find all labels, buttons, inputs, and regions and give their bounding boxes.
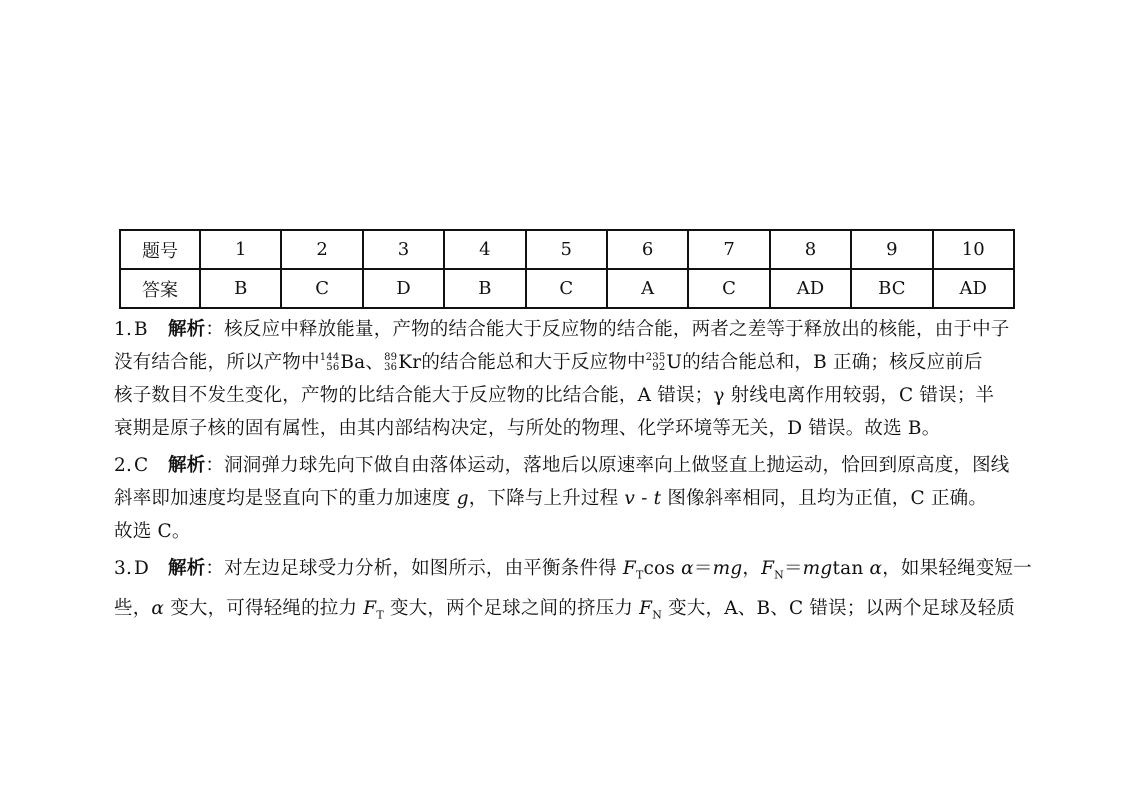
table-cell: 9 xyxy=(851,230,932,269)
text: 的结合能总和大于反应物中 xyxy=(421,352,646,373)
table-cell: BC xyxy=(851,269,932,308)
math-symbol: F xyxy=(363,597,377,619)
mass-number: 235 xyxy=(645,352,666,363)
table-cell: C xyxy=(281,269,362,308)
table-cell: AD xyxy=(933,269,1014,308)
isotope-ba xyxy=(320,353,340,373)
answer-table xyxy=(119,229,1015,309)
table-cell: 7 xyxy=(688,230,769,269)
text: 的结合能总和，B 正确；核反应前后 xyxy=(682,352,983,373)
analysis-label: 解析 xyxy=(168,558,206,579)
table-cell: AD xyxy=(770,269,851,308)
math-function: cos xyxy=(643,558,682,579)
table-cell: 3 xyxy=(363,230,444,269)
text-line: 故选 C。 xyxy=(114,521,191,542)
explanation-item-1 xyxy=(114,313,1020,445)
math-subscript: T xyxy=(376,608,384,622)
math-symbol: v - t xyxy=(624,488,662,509)
math-function: tan xyxy=(832,558,870,579)
math-subscript: N xyxy=(652,608,663,622)
element-symbol: U xyxy=(666,352,683,373)
explanation-item-2 xyxy=(114,449,1020,548)
text: ，下降与上升过程 xyxy=(468,488,625,509)
explanation-item-3 xyxy=(114,552,1032,631)
text-line xyxy=(114,592,1020,632)
table-cell: A xyxy=(607,269,688,308)
text: ：核反应中释放能量，产物的结合能大于反应物的结合能，两者之差等于释放出的核能，由于中子 xyxy=(205,319,1010,340)
item-number: 3. xyxy=(114,558,133,579)
math-symbol: α xyxy=(151,597,165,619)
text-line xyxy=(114,482,1020,515)
text: ：洞洞弹力球先向下做自由落体运动，落地后以原速率向上做竖直上抛运动，恰回到原高度，图线 xyxy=(205,455,1010,476)
atomic-number: 56 xyxy=(326,362,340,373)
table-cell: C xyxy=(688,269,769,308)
math-symbol: F xyxy=(622,558,636,579)
text: 变大，A、B、C 错误；以两个足球及轻质 xyxy=(662,597,1016,619)
text-line: 核子数目不发生变化，产物的比结合能大于反应物的比结合能，A 错误；γ 射线电离作用较弱，C 错误；半 xyxy=(114,385,995,406)
mass-number: 89 xyxy=(384,352,398,363)
table-row-answers xyxy=(120,269,1014,308)
text-line xyxy=(114,346,1020,379)
math-symbol: g xyxy=(456,488,469,509)
text: ， xyxy=(742,558,762,579)
element-symbol: Ba xyxy=(340,352,366,373)
table-cell: B xyxy=(200,269,281,308)
row-header-answer: 答案 xyxy=(120,269,200,308)
text: ：对左边足球受力分析，如图所示，由平衡条件得 xyxy=(205,558,623,579)
item-number: 1. xyxy=(114,319,133,340)
table-cell: C xyxy=(526,269,607,308)
item-answer: D xyxy=(134,558,150,579)
table-cell: B xyxy=(444,269,525,308)
math-subscript: T xyxy=(635,568,644,582)
table-cell: 5 xyxy=(526,230,607,269)
analysis-label: 解析 xyxy=(168,455,206,476)
explanations xyxy=(114,313,1032,635)
text: 变大，两个足球之间的挤压力 xyxy=(383,597,640,619)
math-symbol: α xyxy=(869,558,883,579)
table-cell: 6 xyxy=(607,230,688,269)
item-answer: C xyxy=(134,455,149,476)
element-symbol: Kr xyxy=(398,352,422,373)
text-line xyxy=(114,449,1020,482)
text-line xyxy=(114,313,1020,346)
analysis-label: 解析 xyxy=(168,319,206,340)
text: 变大，可得轻绳的拉力 xyxy=(164,597,364,619)
item-number: 2. xyxy=(114,455,133,476)
text: 没有结合能，所以产物中 xyxy=(114,352,320,373)
text: 些， xyxy=(114,597,152,619)
text: ，如果轻绳变短一 xyxy=(882,558,1032,579)
atomic-number: 36 xyxy=(384,362,398,373)
math-subscript: N xyxy=(774,568,784,582)
mass-number: 144 xyxy=(319,352,340,363)
table-cell: 1 xyxy=(200,230,281,269)
table-cell: D xyxy=(363,269,444,308)
table-cell: 4 xyxy=(444,230,525,269)
text: 斜率即加速度均是竖直向下的重力加速度 xyxy=(114,488,457,509)
math-symbol: F xyxy=(639,597,653,619)
row-header-number: 题号 xyxy=(120,230,200,269)
isotope-kr xyxy=(384,353,397,373)
isotope-u xyxy=(646,353,666,373)
table-cell: 2 xyxy=(281,230,362,269)
math-symbol: mg xyxy=(712,558,743,579)
table-row-numbers xyxy=(120,230,1014,269)
table-cell: 10 xyxy=(933,230,1014,269)
text-line xyxy=(114,552,1032,592)
math-symbol: F xyxy=(761,558,775,579)
item-answer: B xyxy=(134,319,148,340)
math-operator: ＝ xyxy=(783,558,803,579)
math-symbol: α xyxy=(681,558,694,579)
text-line: 衰期是原子核的固有属性，由其内部结构决定，与所处的物理、化学环境等无关，D 错误。故选 B。 xyxy=(114,418,941,439)
atomic-number: 92 xyxy=(652,362,666,373)
text: 、 xyxy=(365,352,385,373)
text: 图像斜率相同，且均为正值，C 正确。 xyxy=(661,488,988,509)
table-cell: 8 xyxy=(770,230,851,269)
math-operator: ＝ xyxy=(693,558,713,579)
math-symbol: mg xyxy=(802,558,833,579)
